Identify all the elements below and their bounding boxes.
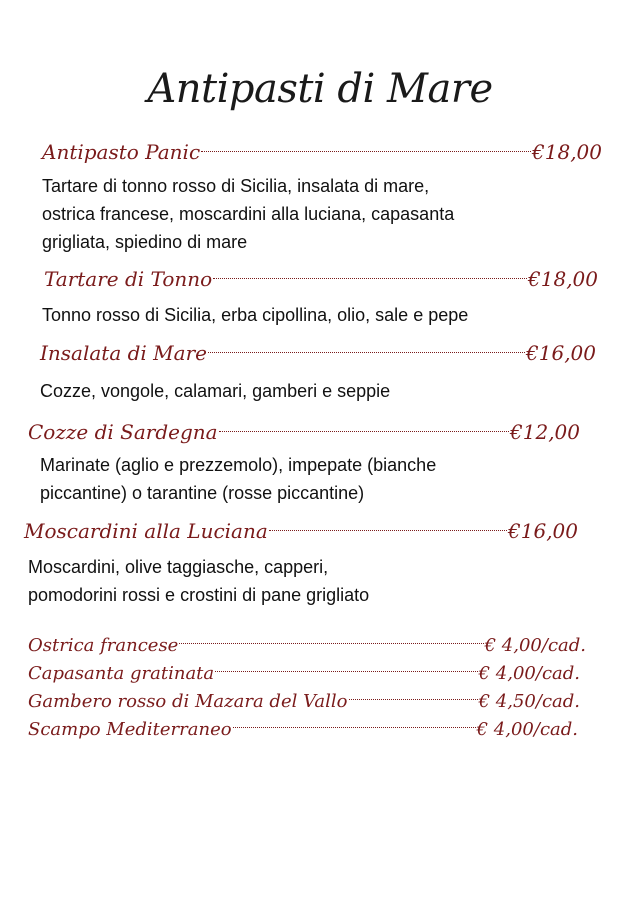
item-price: €16,00 [508,519,578,543]
item-name: Insalata di Mare [40,341,207,365]
item-name: Antipasto Panic [42,140,201,164]
item-price: €18,00 [528,267,598,291]
menu-item-insalata-di-mare [40,339,596,367]
menu-item-cozze-di-sardegna [28,418,580,446]
menu-item-moscardini-alla-luciana [24,517,578,545]
dot-leader [219,431,509,432]
item-description: Moscardini, olive taggiasche, capperi, pomodorini rossi e crostini di pane grigliato [28,557,370,605]
item-price: € 4,00/cad. [478,663,580,684]
dot-leader [213,278,527,279]
crudo-item-scampo [28,717,578,743]
menu-item-tartare-di-tonno [44,265,598,293]
item-name: Tartare di Tonno [44,267,213,291]
item-price: € 4,00/cad. [484,635,586,656]
menu-title: Antipasti di Mare [147,66,493,112]
dot-leader [233,727,476,728]
item-price: €16,00 [526,341,596,365]
item-description: Cozze, vongole, calamari, gamberi e seppie [40,381,391,401]
item-description: Tonno rosso di Sicilia, erba cipollina, olio, sale e pepe [42,305,469,325]
crudo-item-ostrica [28,633,586,659]
item-price: €18,00 [532,140,602,164]
item-description: Tartare di tonno rosso di Sicilia, insalata di mare, ostrica francese, moscardini alla luciana, capasanta grigliata, spiedino di mare [42,176,455,252]
item-name: Moscardini alla Luciana [24,519,268,543]
crudo-item-capasanta [28,661,580,687]
crudo-item-gambero-rosso [28,689,580,715]
dot-leader [208,352,525,353]
item-name: Ostrica francese [28,635,179,656]
dot-leader [201,151,531,152]
item-description: Marinate (aglio e prezzemolo), impepate (bianche piccantine) o tarantine (rosse piccantine) [40,455,437,503]
item-name: Cozze di Sardegna [28,420,218,444]
item-name: Capasanta gratinata [28,663,215,684]
dot-leader [269,530,507,531]
dot-leader [179,643,483,644]
item-name: Scampo Mediterraneo [28,719,232,740]
dot-leader [215,671,477,672]
dot-leader [349,699,478,700]
item-name: Gambero rosso di Mazara del Vallo [28,691,348,712]
item-price: € 4,50/cad. [478,691,580,712]
menu-item-antipasto-panic [42,138,602,166]
item-price: € 4,00/cad. [476,719,578,740]
item-price: €12,00 [510,420,580,444]
